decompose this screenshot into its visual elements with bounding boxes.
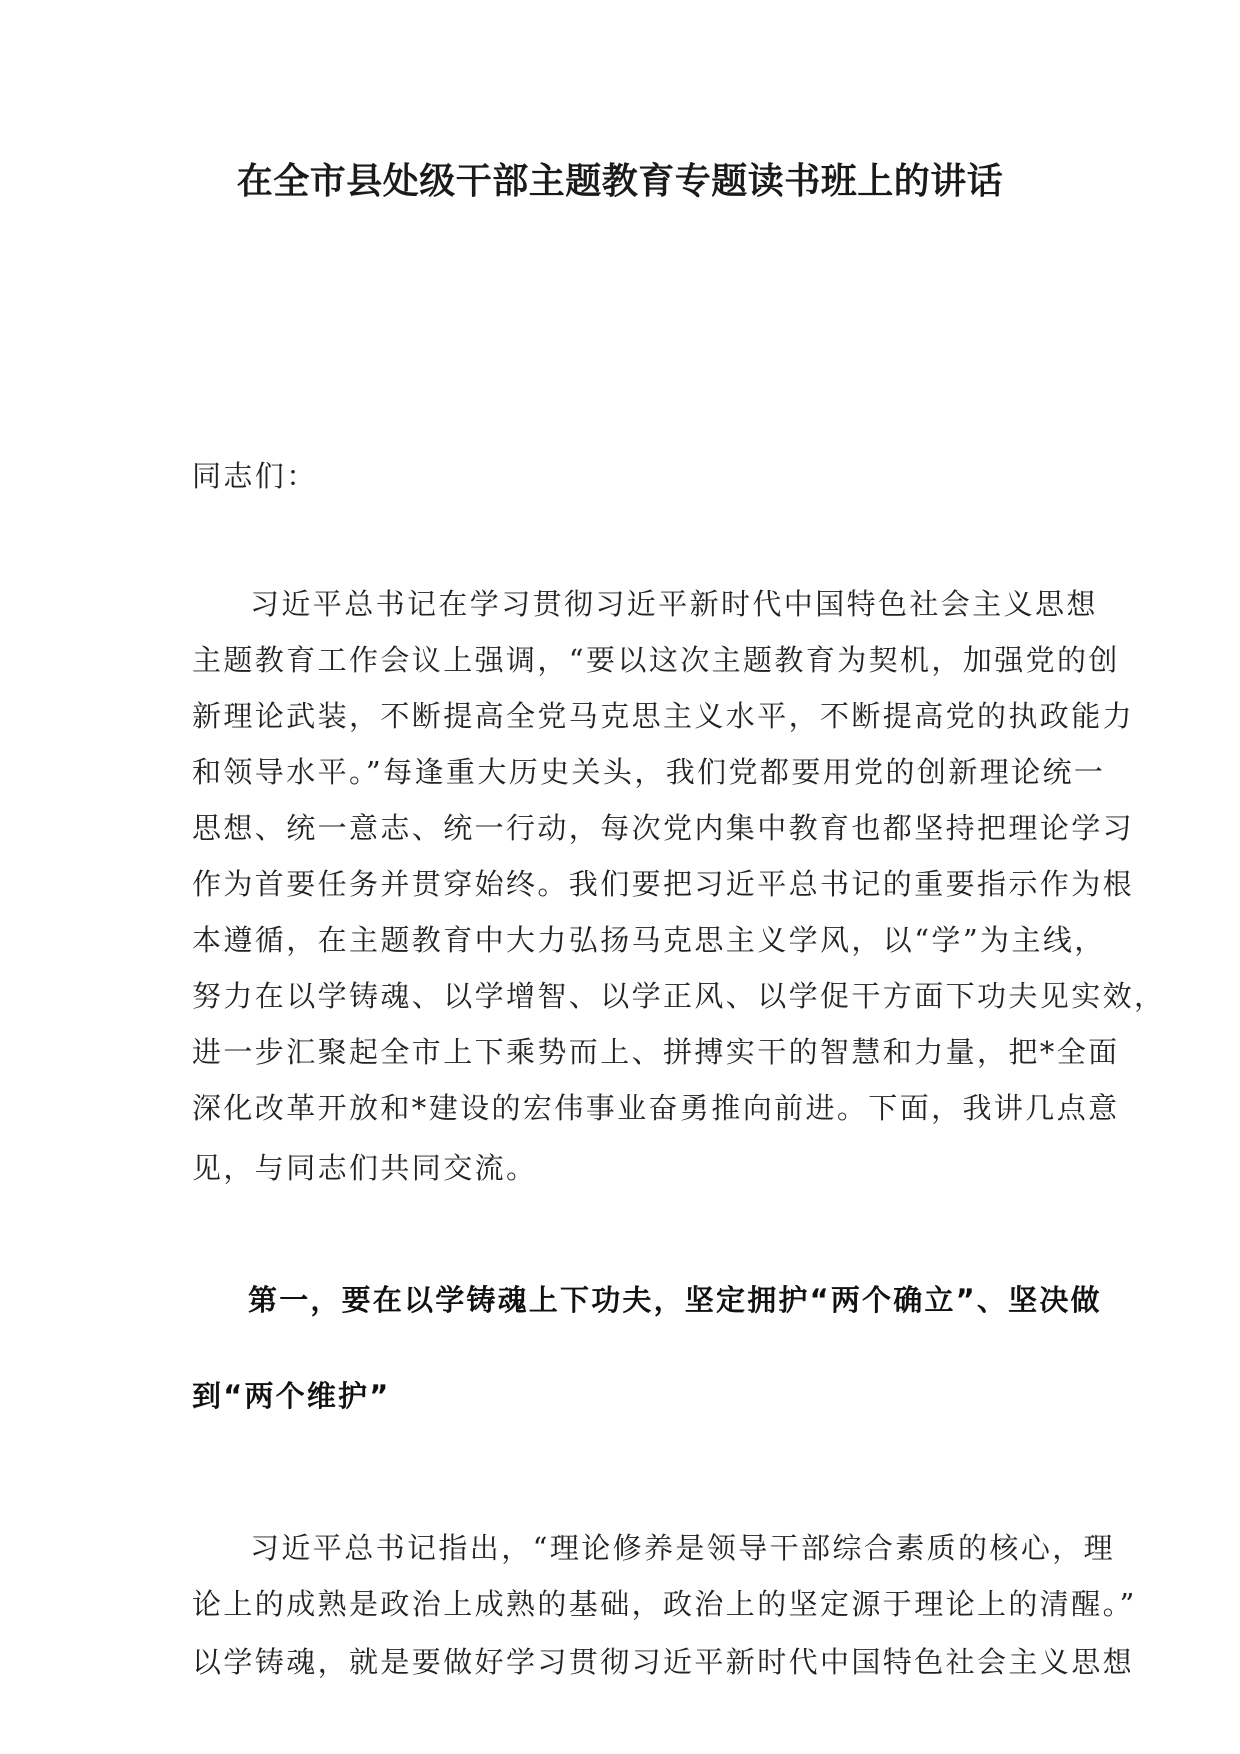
paragraph-line: 习近平总书记指出，“理论修养是领导干部综合素质的核心，理 xyxy=(250,1531,1116,1565)
salutation: 同志们： xyxy=(192,459,318,493)
paragraph-line: 深化改革开放和*建设的宏伟事业奋勇推向前进。下面，我讲几点意 xyxy=(192,1091,1120,1125)
paragraph-line: 主题教育工作会议上强调，“要以这次主题教育为契机，加强党的创 xyxy=(192,643,1120,677)
section-heading-line: 到“两个维护” xyxy=(192,1379,391,1413)
section-heading-line: 第一，要在以学铸魂上下功夫，坚定拥护“两个确立”、坚决做 xyxy=(248,1283,1102,1317)
paragraph-line: 和领导水平。”每逢重大历史关头，我们党都要用党的创新理论统一 xyxy=(192,755,1106,789)
document-title: 在全市县处级干部主题教育专题读书班上的讲话 xyxy=(236,161,1004,202)
paragraph-line: 论上的成熟是政治上成熟的基础，政治上的坚定源于理论上的清醒。” xyxy=(192,1587,1137,1621)
paragraph-line: 作为首要任务并贯穿始终。我们要把习近平总书记的重要指示作为根 xyxy=(192,867,1135,901)
paragraph-line: 本遵循，在主题教育中大力弘扬马克思主义学风，以“学”为主线， xyxy=(192,923,1106,957)
paragraph-line: 进一步汇聚起全市上下乘势而上、拼搏实干的智慧和力量，把*全面 xyxy=(192,1035,1120,1069)
paragraph-line: 见，与同志们共同交流。 xyxy=(192,1151,538,1185)
paragraph-line: 习近平总书记在学习贯彻习近平新时代中国特色社会主义思想 xyxy=(250,587,1098,621)
paragraph-line: 新理论武装，不断提高全党马克思主义水平，不断提高党的执政能力 xyxy=(192,699,1135,733)
paragraph-line: 思想、统一意志、统一行动，每次党内集中教育也都坚持把理论学习 xyxy=(192,811,1135,845)
paragraph-line: 以学铸魂，就是要做好学习贯彻习近平新时代中国特色社会主义思想 xyxy=(192,1645,1135,1679)
paragraph-line: 努力在以学铸魂、以学增智、以学正风、以学促干方面下功夫见实效， xyxy=(192,979,1166,1013)
